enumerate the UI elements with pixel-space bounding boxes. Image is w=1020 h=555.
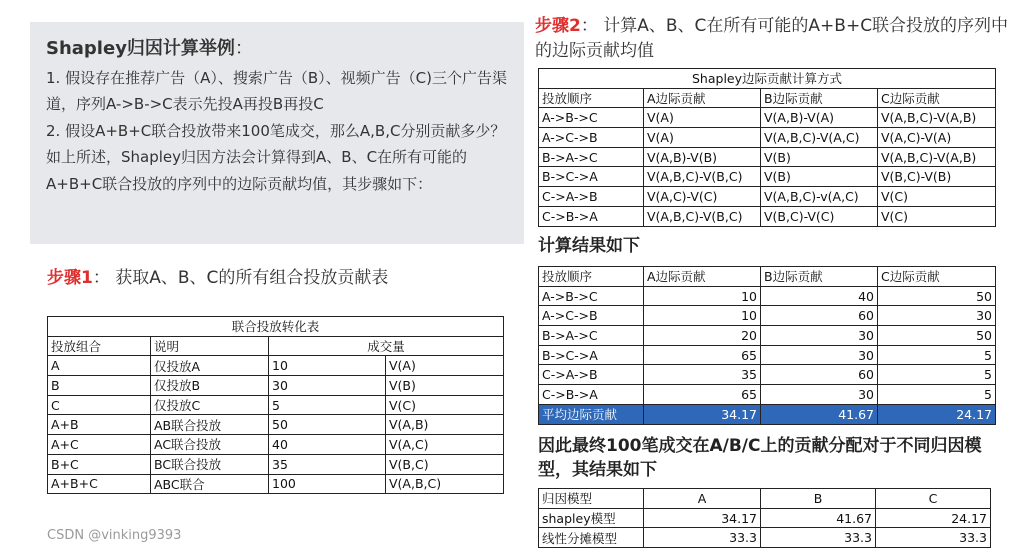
table-cell: 24.17 xyxy=(876,508,991,528)
table-cell: 仅投放A xyxy=(151,356,269,376)
table-cell: 33.3 xyxy=(761,528,876,548)
table-cell: V(A,B,C) xyxy=(386,474,504,494)
table-cell: A边际贡献 xyxy=(644,88,761,108)
table-cell: A->C->B xyxy=(539,306,644,326)
table-header-row xyxy=(539,88,996,108)
table-cell: 5 xyxy=(878,385,996,405)
table-cell: 归因模型 xyxy=(539,489,644,509)
table-row xyxy=(539,326,996,346)
table-row xyxy=(539,128,996,148)
table-row xyxy=(48,395,504,415)
table-cell: 平均边际贡献 xyxy=(539,404,644,424)
attribution-table xyxy=(538,488,991,548)
table-cell: 5 xyxy=(878,365,996,385)
table-cell: shapley模型 xyxy=(539,508,644,528)
table-header-row xyxy=(539,489,991,509)
table-cell: A->B->C xyxy=(539,108,644,128)
table-cell: V(B,C)-V(C) xyxy=(761,206,878,226)
table-cell: 40 xyxy=(761,286,878,306)
table-row xyxy=(539,206,996,226)
intro-line: 1. 假设存在推荐广告（A）、搜索广告（B）、视频广告（C)三个广告渠道，序列A->B->C表示先投A再投B再投C xyxy=(46,68,507,113)
table-cell: B xyxy=(761,489,876,509)
table-row xyxy=(48,376,504,396)
table-cell: V(A,C)-V(A) xyxy=(878,128,996,148)
table-cell: V(A) xyxy=(386,356,504,376)
table-cell: 41.67 xyxy=(761,404,878,424)
result-heading: 计算结果如下 xyxy=(538,236,640,256)
table-cell: ABC联合 xyxy=(151,474,269,494)
table-cell: C->B->A xyxy=(539,385,644,405)
table-header-row xyxy=(539,267,996,287)
table-cell: B->C->A xyxy=(539,345,644,365)
intro-box xyxy=(30,22,524,244)
shapley-formula-table xyxy=(538,68,996,227)
table-cell: V(A,C) xyxy=(386,435,504,455)
table-cell: C->B->A xyxy=(539,206,644,226)
table-cell: 说明 xyxy=(151,336,269,356)
table-cell: B->C->A xyxy=(539,167,644,187)
table-cell: 40 xyxy=(269,435,386,455)
table-cell: 65 xyxy=(644,345,761,365)
table-cell: 41.67 xyxy=(761,508,876,528)
table-cell: V(C) xyxy=(386,395,504,415)
step2-heading: 步骤2： 计算A、B、C在所有可能的A+B+C联合投放的序列中的边际贡献均值 xyxy=(535,16,1009,61)
table-cell: 30 xyxy=(878,306,996,326)
table-cell: Shapley边际贡献计算方式 xyxy=(539,69,996,89)
average-row xyxy=(539,404,996,424)
table-cell: A+B+C xyxy=(48,474,151,494)
table-cell: V(C) xyxy=(878,206,996,226)
table-cell: 50 xyxy=(878,326,996,346)
table-cell: A+C xyxy=(48,435,151,455)
table-cell: 24.17 xyxy=(878,404,996,424)
table-cell: B->A->C xyxy=(539,147,644,167)
table-cell: 投放组合 xyxy=(48,336,151,356)
table-row xyxy=(539,108,996,128)
table-row xyxy=(539,365,996,385)
table-row xyxy=(539,286,996,306)
table-cell: C xyxy=(48,395,151,415)
table-cell: V(B) xyxy=(761,167,878,187)
table-row xyxy=(48,356,504,376)
table-row xyxy=(539,385,996,405)
table-row xyxy=(48,435,504,455)
intro-line: 如上所述，Shapley归因方法会计算得到A、B、C在所有可能的A+B+C联合投放的序列中的边际贡献均值，其步骤如下： xyxy=(46,148,468,193)
table-cell: V(A,B,C)-V(A,C) xyxy=(761,128,878,148)
table-cell: 10 xyxy=(644,306,761,326)
table-cell: 34.17 xyxy=(644,404,761,424)
table-cell: 联合投放转化表 xyxy=(48,317,504,337)
table-cell: V(A) xyxy=(644,108,761,128)
table-row xyxy=(539,508,991,528)
table-cell: C xyxy=(876,489,991,509)
table-cell: 成交量 xyxy=(269,336,504,356)
table-row xyxy=(48,474,504,494)
table-cell: C边际贡献 xyxy=(878,267,996,287)
table-cell: 50 xyxy=(878,286,996,306)
table-cell: 30 xyxy=(761,385,878,405)
table-cell: AB联合投放 xyxy=(151,415,269,435)
table-cell: V(A,C)-V(C) xyxy=(644,187,761,207)
table-cell: C->A->B xyxy=(539,365,644,385)
table-cell: 10 xyxy=(644,286,761,306)
table-row xyxy=(539,167,996,187)
conclusion-text: 因此最终100笔成交在A/B/C上的贡献分配对于不同归因模型，其结果如下 xyxy=(538,436,982,480)
table-cell: 35 xyxy=(644,365,761,385)
table-title-row xyxy=(48,317,504,337)
intro-line: 2. 假设A+B+C联合投放带来100笔成交，那么A,B,C分别贡献多少？ xyxy=(46,121,506,140)
table-cell: 仅投放C xyxy=(151,395,269,415)
table-cell: 线性分摊模型 xyxy=(539,528,644,548)
table-cell: 30 xyxy=(269,376,386,396)
table-cell: 30 xyxy=(761,345,878,365)
table-cell: V(B,C)-V(B) xyxy=(878,167,996,187)
table-cell: V(A,B,C)-V(A,B) xyxy=(878,108,996,128)
table-cell: V(A,B)-V(A) xyxy=(761,108,878,128)
table-cell: BC联合投放 xyxy=(151,454,269,474)
table-cell: V(B) xyxy=(386,376,504,396)
table-row xyxy=(539,528,991,548)
table-cell: B边际贡献 xyxy=(761,267,878,287)
conversion-table xyxy=(47,316,504,494)
table-cell: V(B,C) xyxy=(386,454,504,474)
table-cell: V(A) xyxy=(644,128,761,148)
table-row xyxy=(48,415,504,435)
table-cell: 仅投放B xyxy=(151,376,269,396)
table-cell: 30 xyxy=(761,326,878,346)
table-cell: 65 xyxy=(644,385,761,405)
table-cell: V(A,B,C)-v(A,C) xyxy=(761,187,878,207)
table-cell: A xyxy=(644,489,761,509)
table-cell: 投放顺序 xyxy=(539,267,644,287)
table-cell: V(A,B) xyxy=(386,415,504,435)
table-cell: 10 xyxy=(269,356,386,376)
table-cell: 33.3 xyxy=(876,528,991,548)
table-cell: 5 xyxy=(878,345,996,365)
table-cell: 34.17 xyxy=(644,508,761,528)
table-cell: AC联合投放 xyxy=(151,435,269,455)
table-cell: 20 xyxy=(644,326,761,346)
table-cell: 5 xyxy=(269,395,386,415)
table-cell: C->A->B xyxy=(539,187,644,207)
table-cell: B边际贡献 xyxy=(761,88,878,108)
table-row xyxy=(48,454,504,474)
table-cell: A边际贡献 xyxy=(644,267,761,287)
table-cell: 33.3 xyxy=(644,528,761,548)
table-row xyxy=(539,147,996,167)
table-cell: A->B->C xyxy=(539,286,644,306)
table-cell: V(A,B,C)-V(B,C) xyxy=(644,167,761,187)
table-cell: C边际贡献 xyxy=(878,88,996,108)
table-row xyxy=(539,345,996,365)
table-cell: 35 xyxy=(269,454,386,474)
table-cell: V(C) xyxy=(878,187,996,207)
table-cell: 60 xyxy=(761,365,878,385)
table-cell: 60 xyxy=(761,306,878,326)
result-table xyxy=(538,266,996,425)
watermark: CSDN @vinking9393 xyxy=(47,528,182,543)
table-cell: A->C->B xyxy=(539,128,644,148)
table-cell: V(A,B)-V(B) xyxy=(644,147,761,167)
table-header-row xyxy=(48,336,504,356)
table-cell: 投放顺序 xyxy=(539,88,644,108)
table-cell: V(B) xyxy=(761,147,878,167)
table-cell: B->A->C xyxy=(539,326,644,346)
table-row xyxy=(539,306,996,326)
table-title-row xyxy=(539,69,996,89)
table-cell: B+C xyxy=(48,454,151,474)
table-row xyxy=(539,187,996,207)
table-cell: 100 xyxy=(269,474,386,494)
table-cell: V(A,B,C)-V(A,B) xyxy=(878,147,996,167)
table-cell: B xyxy=(48,376,151,396)
step1-heading: 步骤1： 获取A、B、C的所有组合投放贡献表 xyxy=(47,268,389,288)
table-cell: V(A,B,C)-V(B,C) xyxy=(644,206,761,226)
table-cell: A xyxy=(48,356,151,376)
intro-title: Shapley归因计算举例： xyxy=(46,38,253,59)
table-cell: A+B xyxy=(48,415,151,435)
table-cell: 50 xyxy=(269,415,386,435)
